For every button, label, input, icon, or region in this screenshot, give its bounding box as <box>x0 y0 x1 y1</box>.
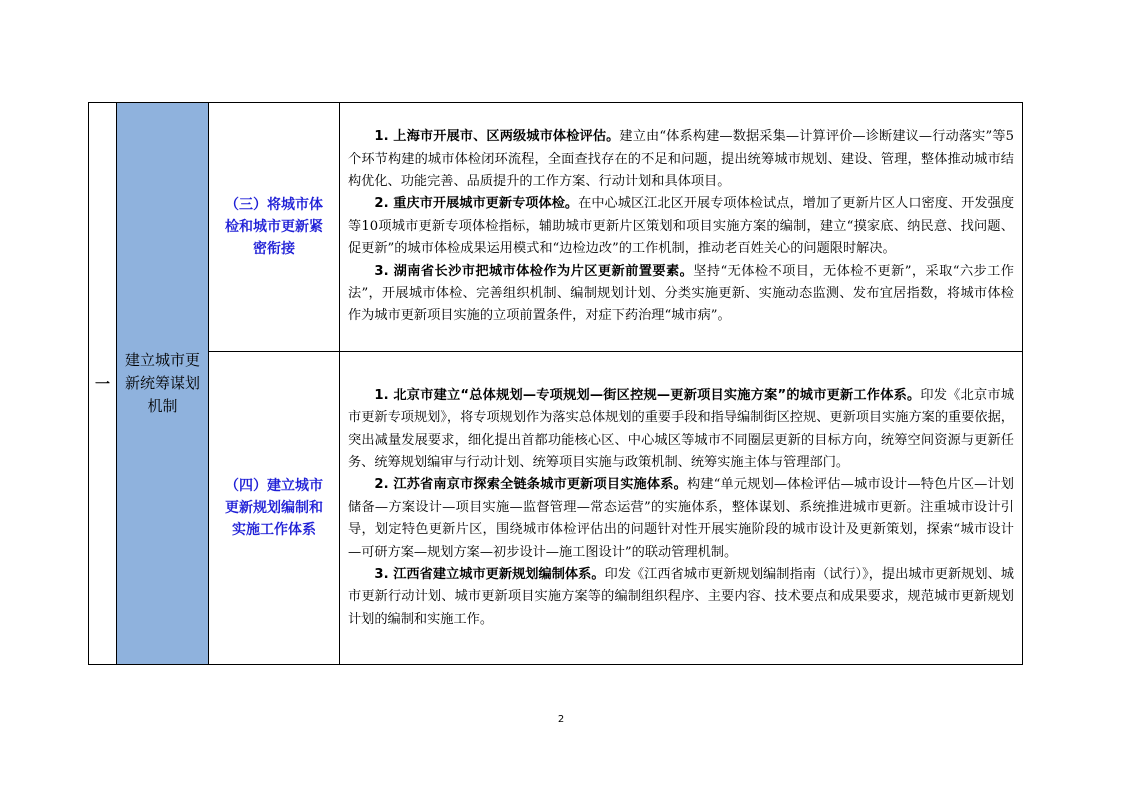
paragraph-lead: 1. 北京市建立“总体规划—专项规划—街区控规—更新项目实施方案”的城市更新工作体系。 <box>374 387 921 403</box>
content-cell-3 <box>340 103 1023 352</box>
paragraph-lead: 3. 湖南省长沙市把城市体检作为片区更新前置要素。 <box>374 263 694 279</box>
paragraph-body: 印发《北京市城市更新专项规划》，将专项规划作为落实总体规划的重要手段和指导编制街区控规、更新项目实施方案的重要依据，突出减量发展要求，细化提出首都功能核心区、中心城区等城市不同圈层更新的目标方向，统筹空间资源与更新任务、统筹规划编审与行动计划、统筹项目实施与政策机制、统筹实施主体与管理部门。 <box>348 387 1015 470</box>
paragraph <box>348 193 1014 260</box>
paragraph-lead: 2. 重庆市开展城市更新专项体检。 <box>374 196 579 212</box>
page-number: 2 <box>557 714 565 725</box>
paragraph-lead: 2. 江苏省南京市探索全链条城市更新项目实施体系。 <box>374 477 687 493</box>
paragraph <box>348 564 1014 631</box>
paragraph-lead: 3. 江西省建立城市更新规划编制体系。 <box>374 567 605 583</box>
paragraph <box>348 474 1014 564</box>
paragraph-body: 构建“单元规划—体检评估—城市设计—特色片区—计划储备—方案设计—项目实施—监督管理—常态运营”的实施体系，整体谋划、系统推进城市更新。注重城市设计引导，划定特色更新片区，围绕城市体检评估出的问题针对性开展实施阶段的城市设计及更新策划，探索“城市设计—可研方案—规划方案—初步设计—施工图设计”的联动管理机制。 <box>348 477 1014 560</box>
paragraph-body: 建立由“体系构建—数据采集—计算评价—诊断建议—行动落实”等5个环节构建的城市体检闭环流程，全面查找存在的不足和问题，提出统筹城市规划、建设、管理，整体推动城市结构优化、功能完善、品质提升的工作方案、行动计划和具体项目。 <box>348 129 1014 189</box>
section-number: 一 <box>89 103 117 665</box>
paragraph-body: 坚持“无体检不项目，无体检不更新”，采取“六步工作法”，开展城市体检、完善组织机制、编制规划计划、分类实施更新、实施动态监测、发布宜居指数，将城市体检作为城市更新项目实施的立项前置条件，对症下药治理“城市病”。 <box>348 263 1014 324</box>
paragraph-lead: 1. 上海市开展市、区两级城市体检评估。 <box>374 129 620 145</box>
content-table <box>88 102 1023 665</box>
paragraph-body: 印发《江西省城市更新规划编制指南（试行）》，提出城市更新规划、城市更新行动计划、城市更新项目实施方案等的编制组织程序、主要内容、技术要点和成果要求，规范城市更新规划计划的编制和实施工作。 <box>348 567 1014 627</box>
subheading-3: （三）将城市体检和城市更新紧密衔接 <box>209 103 340 352</box>
category-cell: 建立城市更新统筹谋划机制 <box>117 103 209 665</box>
paragraph-body: 在中心城区江北区开展专项体检试点，增加了更新片区人口密度、开发强度等10项城市更新专项体检指标，辅助城市更新片区策划和项目实施方案的编制，建立“摸家底、纳民意、找问题、促更新”的城市体检成果运用模式和“边检边改”的工作机制，推动老百姓关心的问题限时解决。 <box>348 196 1015 257</box>
paragraph <box>348 385 1014 475</box>
paragraph <box>348 261 1014 328</box>
paragraph <box>348 126 1014 193</box>
content-cell-4 <box>340 352 1023 665</box>
subheading-4: （四）建立城市更新规划编制和实施工作体系 <box>209 352 340 665</box>
